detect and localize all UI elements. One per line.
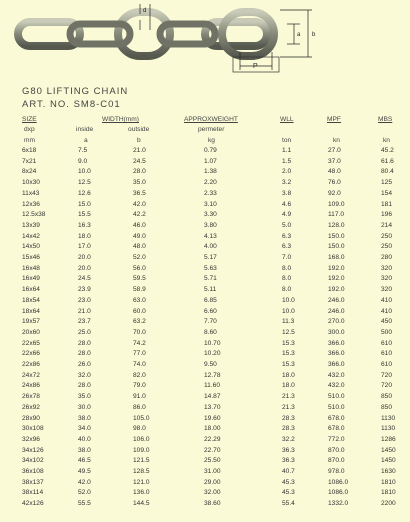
cell-outside-b: 63.2 [133, 318, 146, 326]
table-row [0, 479, 410, 490]
cell-outside-b: 106.0 [133, 435, 150, 443]
table-row [0, 404, 410, 415]
cell-inside-a: 25.0 [78, 328, 91, 336]
cell-mpf: 150.0 [328, 243, 345, 251]
cell-mpf: 192.0 [328, 286, 345, 294]
cell-weight: 11.60 [204, 382, 221, 390]
cell-size: 22x65 [22, 339, 40, 347]
cell-wll: 28.3 [282, 425, 295, 433]
cell-wll: 1.1 [282, 147, 292, 154]
cell-weight: 5.17 [204, 254, 217, 261]
cell-outside-b: 63.0 [133, 296, 146, 304]
cell-wll: 21.3 [282, 403, 295, 411]
cell-weight: 22.29 [204, 435, 221, 443]
cell-outside-b: 46.0 [133, 221, 146, 229]
header-size: SIZE [22, 116, 37, 123]
cell-mpf: 270.0 [328, 318, 345, 326]
cell-outside-b: 74.0 [133, 361, 146, 368]
subheader-per-meter: permeter [198, 126, 225, 133]
cell-mbs: 320 [381, 286, 393, 294]
cell-mbs: 610 [381, 350, 393, 358]
cell-mbs: 80.4 [381, 168, 394, 176]
cell-outside-b: 79.0 [133, 382, 146, 390]
cell-mbs: 154 [381, 189, 393, 197]
cell-mbs: 720 [381, 382, 393, 390]
cell-inside-a: 32.0 [78, 371, 91, 379]
cell-mbs: 61.6 [381, 157, 394, 165]
cell-wll: 8.0 [282, 264, 292, 272]
cell-outside-b: 91.0 [133, 393, 146, 401]
subheader-outside: outside [128, 126, 150, 133]
cell-mbs: 45.2 [381, 147, 394, 154]
cell-mbs: 280 [381, 254, 393, 261]
table-row [0, 286, 410, 297]
cell-mpf: 1086.0 [328, 489, 349, 497]
cell-outside-b: 128.5 [133, 468, 150, 475]
cell-wll: 6.3 [282, 232, 292, 240]
cell-mpf: 366.0 [328, 361, 345, 368]
cell-mbs: 720 [381, 371, 393, 379]
cell-wll: 11.3 [282, 318, 295, 326]
cell-mbs: 1810 [381, 478, 396, 486]
cell-mpf: 168.0 [328, 254, 345, 261]
table-row [0, 447, 410, 458]
cell-outside-b: 48.0 [133, 243, 146, 251]
cell-mpf: 510.0 [328, 393, 345, 401]
cell-outside-b: 77.0 [133, 350, 146, 358]
cell-wll: 15.3 [282, 339, 295, 347]
cell-mbs: 320 [381, 264, 393, 272]
cell-mpf: 978.0 [328, 468, 345, 475]
cell-mpf: 678.0 [328, 425, 345, 433]
cell-inside-a: 21.0 [78, 307, 91, 315]
table-row [0, 382, 410, 393]
cell-mbs: 500 [381, 328, 393, 336]
cell-inside-a: 7.5 [78, 147, 88, 154]
cell-mpf: 772.0 [328, 435, 345, 443]
cell-mbs: 1130 [381, 414, 396, 422]
cell-wll: 8.0 [282, 286, 292, 294]
cell-wll: 32.2 [282, 435, 295, 443]
cell-inside-a: 38.0 [78, 446, 91, 454]
cell-weight: 3.10 [204, 200, 217, 208]
cell-mpf: 366.0 [328, 339, 345, 347]
cell-size: 38x137 [22, 478, 44, 486]
table-row [0, 329, 410, 340]
cell-wll: 3.8 [282, 189, 292, 197]
table-row [0, 275, 410, 286]
table-row [0, 489, 410, 500]
cell-inside-a: 23.0 [78, 296, 91, 304]
cell-inside-a: 15.0 [78, 200, 91, 208]
cell-mbs: 214 [381, 221, 393, 229]
cell-wll: 5.0 [282, 221, 292, 229]
cell-weight: 4.00 [204, 243, 217, 251]
cell-wll: 55.4 [282, 500, 295, 508]
table-row [0, 500, 410, 511]
header-weight: APPROXWEIGHT [184, 116, 238, 123]
cell-mbs: 1130 [381, 425, 396, 433]
cell-size: 38x114 [22, 489, 44, 497]
cell-mbs: 410 [381, 307, 393, 315]
cell-wll: 36.3 [282, 457, 295, 465]
cell-mbs: 1630 [381, 468, 396, 475]
cell-size: 12.5x38 [22, 211, 46, 219]
cell-outside-b: 36.5 [133, 189, 146, 197]
cell-wll: 12.5 [282, 328, 295, 336]
cell-size: 16x49 [22, 275, 40, 283]
cell-mpf: 192.0 [328, 264, 345, 272]
cell-wll: 36.3 [282, 446, 295, 454]
table-row [0, 425, 410, 436]
cell-size: 24x86 [22, 382, 40, 390]
cell-outside-b: 121.5 [133, 457, 150, 465]
cell-size: 18x64 [22, 307, 40, 315]
cell-mpf: 366.0 [328, 350, 345, 358]
cell-weight: 19.60 [204, 414, 221, 422]
unit-weight: kg [208, 137, 215, 144]
cell-wll: 45.3 [282, 489, 295, 497]
cell-size: 6x18 [22, 147, 37, 154]
cell-mbs: 410 [381, 296, 393, 304]
cell-weight: 32.00 [204, 489, 221, 497]
cell-outside-b: 52.0 [133, 254, 146, 261]
cell-inside-a: 28.0 [78, 339, 91, 347]
label-a: a [297, 32, 301, 38]
unit-a: a [84, 137, 88, 144]
cell-weight: 18.00 [204, 425, 221, 433]
table-row [0, 297, 410, 308]
cell-weight: 5.63 [204, 264, 217, 272]
cell-inside-a: 26.0 [78, 361, 91, 368]
header-mbs: MBS [378, 116, 393, 123]
unit-size: mm [24, 137, 35, 144]
cell-weight: 2.33 [204, 189, 217, 197]
cell-weight: 13.70 [204, 403, 221, 411]
table-row [0, 233, 410, 244]
cell-mpf: 870.0 [328, 457, 345, 465]
cell-weight: 2.20 [204, 179, 217, 187]
cell-weight: 0.79 [204, 147, 217, 154]
cell-size: 15x46 [22, 254, 40, 261]
cell-size: 28x90 [22, 414, 40, 422]
cell-wll: 45.3 [282, 478, 295, 486]
table-row [0, 361, 410, 372]
cell-wll: 28.3 [282, 414, 295, 422]
cell-outside-b: 82.0 [133, 371, 146, 379]
cell-weight: 6.85 [204, 296, 217, 304]
header-mpf: MPF [327, 116, 341, 123]
label-p: P [253, 63, 258, 70]
cell-size: 14x42 [22, 232, 40, 240]
cell-size: 34x102 [22, 457, 44, 465]
header-width: WIDTH(mm) [102, 116, 139, 123]
unit-b: b [137, 137, 141, 144]
cell-wll: 6.3 [282, 243, 292, 251]
cell-weight: 6.60 [204, 307, 217, 315]
cell-weight: 5.71 [204, 275, 217, 283]
cell-inside-a: 35.0 [78, 393, 91, 401]
cell-mbs: 196 [381, 211, 393, 219]
table-row [0, 350, 410, 361]
cell-mpf: 1086.0 [328, 478, 349, 486]
table-row [0, 457, 410, 468]
chain-diagram [0, 0, 410, 75]
cell-size: 8x24 [22, 168, 37, 176]
cell-wll: 15.3 [282, 361, 295, 368]
table-row [0, 265, 410, 276]
cell-weight: 1.38 [204, 168, 217, 176]
cell-weight: 10.20 [204, 350, 221, 358]
cell-weight: 4.13 [204, 232, 217, 240]
cell-size: 42x126 [22, 500, 44, 508]
cell-mbs: 250 [381, 243, 393, 251]
cell-wll: 7.0 [282, 254, 292, 261]
cell-mbs: 320 [381, 275, 393, 283]
cell-weight: 7.70 [204, 318, 217, 326]
cell-size: 20x60 [22, 328, 40, 336]
cell-mpf: 150.0 [328, 232, 345, 240]
cell-inside-a: 12.6 [78, 189, 91, 197]
cell-mpf: 37.0 [328, 157, 341, 165]
cell-size: 34x126 [22, 446, 44, 454]
cell-mpf: 510.0 [328, 403, 345, 411]
cell-weight: 25.50 [204, 457, 221, 465]
cell-inside-a: 52.0 [78, 489, 91, 497]
cell-outside-b: 98.0 [133, 425, 146, 433]
label-d: d [143, 8, 147, 14]
cell-wll: 15.3 [282, 350, 295, 358]
table-row [0, 158, 410, 169]
cell-inside-a: 15.5 [78, 211, 91, 219]
table-row [0, 318, 410, 329]
cell-mbs: 2200 [381, 500, 396, 508]
cell-inside-a: 9.0 [78, 157, 88, 165]
cell-inside-a: 24.5 [78, 275, 91, 283]
cell-outside-b: 70.0 [133, 328, 146, 336]
cell-mbs: 125 [381, 179, 393, 187]
cell-weight: 8.60 [204, 328, 217, 336]
cell-size: 12x36 [22, 200, 40, 208]
cell-mpf: 870.0 [328, 446, 345, 454]
cell-mpf: 128.0 [328, 221, 345, 229]
table-row [0, 415, 410, 426]
table-row [0, 222, 410, 233]
cell-wll: 10.0 [282, 296, 295, 304]
cell-mbs: 450 [381, 318, 393, 326]
cell-inside-a: 18.0 [78, 232, 91, 240]
cell-outside-b: 42.2 [133, 211, 146, 219]
cell-wll: 18.0 [282, 371, 295, 379]
cell-weight: 12.78 [204, 371, 221, 379]
cell-size: 30x108 [22, 425, 44, 433]
cell-weight: 14.87 [204, 393, 221, 401]
cell-inside-a: 17.0 [78, 243, 91, 251]
cell-size: 18x54 [22, 296, 40, 304]
subheader-inside: inside [76, 126, 94, 133]
cell-weight: 5.11 [204, 286, 217, 294]
cell-inside-a: 55.5 [78, 500, 91, 508]
cell-size: 10x30 [22, 179, 40, 187]
cell-inside-a: 10.0 [78, 168, 91, 176]
chain-links [18, 12, 274, 56]
cell-outside-b: 58.9 [133, 286, 146, 294]
cell-mpf: 1332.0 [328, 500, 349, 508]
cell-mpf: 192.0 [328, 275, 345, 283]
cell-outside-b: 121.0 [133, 478, 150, 486]
cell-inside-a: 34.0 [78, 425, 91, 433]
cell-outside-b: 109.0 [133, 446, 150, 454]
cell-mpf: 117.0 [328, 211, 345, 219]
cell-wll: 10.0 [282, 307, 295, 315]
cell-weight: 3.80 [204, 221, 217, 229]
cell-size: 7x21 [22, 157, 37, 165]
table-row [0, 190, 410, 201]
cell-inside-a: 12.5 [78, 179, 91, 187]
chain-connectors [70, 24, 215, 44]
cell-inside-a: 23.9 [78, 286, 91, 294]
cell-mbs: 1810 [381, 489, 396, 497]
cell-size: 19x57 [22, 318, 40, 326]
table-row [0, 168, 410, 179]
cell-outside-b: 35.0 [133, 179, 146, 187]
product-title: G80 LIFTING CHAIN [22, 86, 129, 97]
cell-size: 14x50 [22, 243, 40, 251]
cell-mpf: 76.0 [328, 179, 341, 187]
cell-inside-a: 49.5 [78, 468, 91, 475]
cell-size: 16x64 [22, 286, 40, 294]
cell-mbs: 610 [381, 361, 393, 368]
unit-mpf: kn [333, 137, 340, 144]
cell-wll: 2.0 [282, 168, 292, 176]
cell-size: 24x72 [22, 371, 40, 379]
cell-inside-a: 38.0 [78, 414, 91, 422]
cell-mpf: 109.0 [328, 200, 345, 208]
table-row [0, 436, 410, 447]
cell-size: 26x78 [22, 393, 40, 401]
cell-size: 16x48 [22, 264, 40, 272]
cell-outside-b: 86.0 [133, 403, 146, 411]
table-row [0, 468, 410, 479]
cell-size: 36x108 [22, 468, 44, 475]
cell-weight: 10.70 [204, 339, 221, 347]
cell-outside-b: 56.0 [133, 264, 146, 272]
cell-mbs: 850 [381, 403, 393, 411]
table-row [0, 211, 410, 222]
cell-inside-a: 30.0 [78, 403, 91, 411]
cell-weight: 29.00 [204, 478, 221, 486]
table-row [0, 201, 410, 212]
cell-mbs: 850 [381, 393, 393, 401]
cell-outside-b: 59.5 [133, 275, 146, 283]
table-row [0, 372, 410, 383]
subheader-size: dxp [24, 126, 35, 133]
unit-wll: ton [282, 137, 292, 144]
article-number: ART. NO. SM8-C01 [22, 99, 121, 110]
cell-wll: 1.5 [282, 157, 292, 165]
cell-size: 13x39 [22, 221, 40, 229]
cell-wll: 4.6 [282, 200, 292, 208]
cell-weight: 9.50 [204, 361, 217, 368]
cell-wll: 4.9 [282, 211, 292, 219]
cell-mpf: 48.0 [328, 168, 341, 176]
cell-mpf: 246.0 [328, 296, 345, 304]
cell-inside-a: 40.0 [78, 435, 91, 443]
cell-mpf: 92.0 [328, 189, 341, 197]
table-row [0, 254, 410, 265]
cell-inside-a: 28.0 [78, 382, 91, 390]
cell-size: 22x86 [22, 361, 40, 368]
header-wll: WLL [280, 116, 294, 123]
cell-mbs: 1286 [381, 435, 396, 443]
cell-outside-b: 21.0 [133, 147, 146, 154]
cell-wll: 40.7 [282, 468, 295, 475]
table-row [0, 340, 410, 351]
cell-inside-a: 28.0 [78, 350, 91, 358]
cell-size: 32x96 [22, 435, 40, 443]
cell-outside-b: 28.0 [133, 168, 146, 176]
cell-weight: 1.07 [204, 157, 217, 165]
cell-outside-b: 136.0 [133, 489, 150, 497]
cell-inside-a: 42.0 [78, 478, 91, 486]
cell-outside-b: 74.2 [133, 339, 146, 347]
cell-mpf: 432.0 [328, 371, 345, 379]
cell-weight: 31.00 [204, 468, 221, 475]
cell-mpf: 27.0 [328, 147, 341, 154]
label-b: b [312, 32, 316, 38]
cell-inside-a: 20.0 [78, 264, 91, 272]
cell-mpf: 300.0 [328, 328, 345, 336]
cell-weight: 22.70 [204, 446, 221, 454]
table-row [0, 179, 410, 190]
cell-wll: 18.0 [282, 382, 295, 390]
cell-mbs: 1450 [381, 446, 396, 454]
cell-mbs: 610 [381, 339, 393, 347]
table-row [0, 308, 410, 319]
cell-wll: 21.3 [282, 393, 295, 401]
cell-mbs: 250 [381, 232, 393, 240]
cell-mpf: 246.0 [328, 307, 345, 315]
cell-size: 26x92 [22, 403, 40, 411]
cell-mbs: 1450 [381, 457, 396, 465]
cell-outside-b: 49.0 [133, 232, 146, 240]
cell-outside-b: 24.5 [133, 157, 146, 165]
cell-inside-a: 20.0 [78, 254, 91, 261]
cell-outside-b: 105.0 [133, 414, 150, 422]
cell-size: 11x43 [22, 189, 40, 197]
cell-inside-a: 16.3 [78, 221, 91, 229]
cell-outside-b: 144.5 [133, 500, 150, 508]
cell-mpf: 678.0 [328, 414, 345, 422]
cell-outside-b: 60.0 [133, 307, 146, 315]
cell-size: 22x66 [22, 350, 40, 358]
unit-mbs: kn [383, 137, 390, 144]
cell-wll: 8.0 [282, 275, 292, 283]
cell-mbs: 181 [381, 200, 393, 208]
table-row [0, 147, 410, 158]
table-row [0, 393, 410, 404]
cell-inside-a: 46.5 [78, 457, 91, 465]
cell-wll: 3.2 [282, 179, 292, 187]
cell-weight: 38.60 [204, 500, 221, 508]
cell-outside-b: 42.0 [133, 200, 146, 208]
cell-mpf: 432.0 [328, 382, 345, 390]
cell-weight: 3.30 [204, 211, 217, 219]
table-row [0, 243, 410, 254]
cell-inside-a: 23.7 [78, 318, 91, 326]
